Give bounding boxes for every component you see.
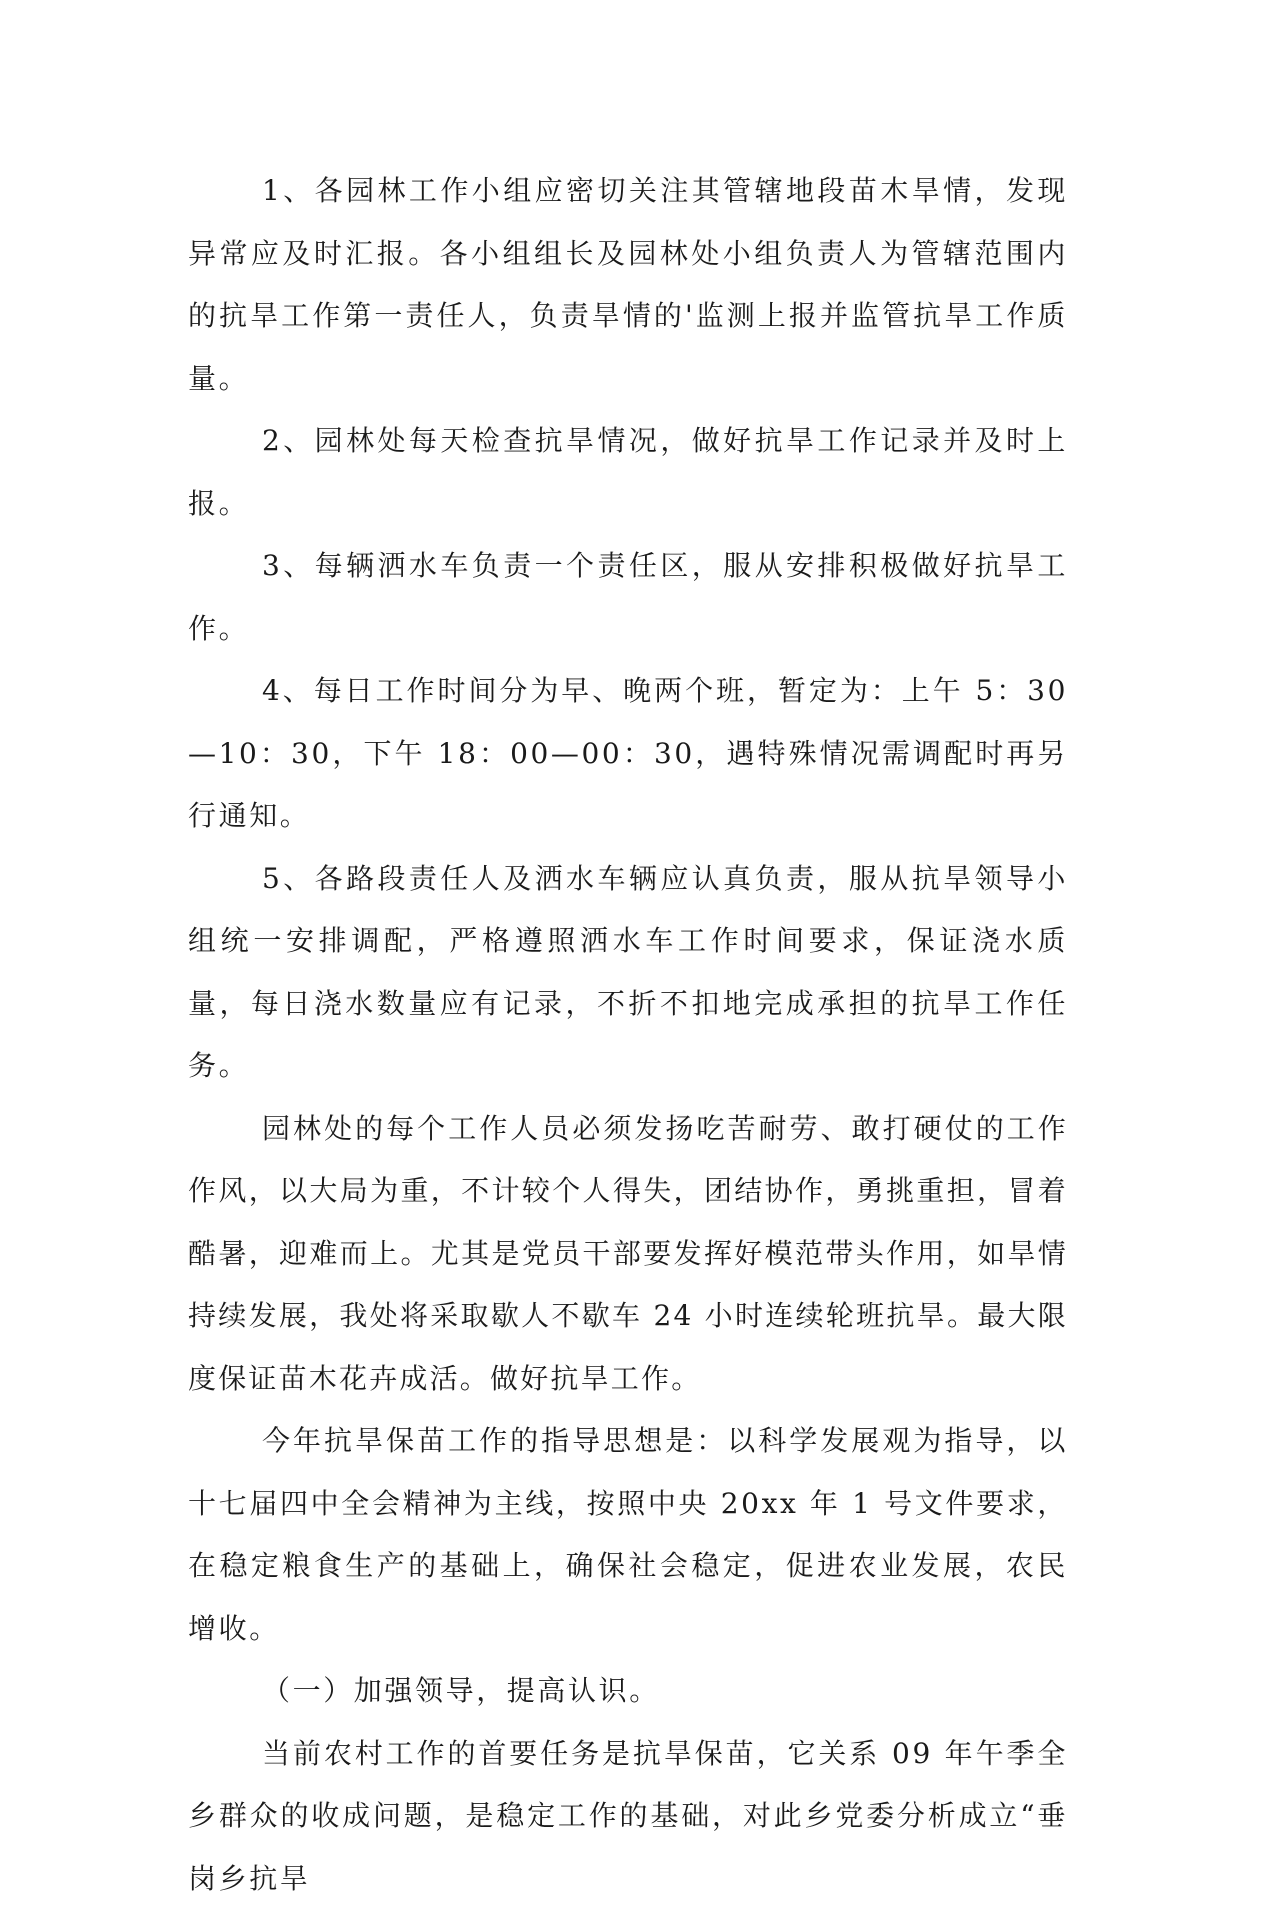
paragraph-item-5: 5、各路段责任人及洒水车辆应认真负责，服从抗旱领导小组统一安排调配，严格遵照洒水车工作时间要求，保证浇水质量，每日浇水数量应有记录，不折不扣地完成承担的抗旱工作任务。 [188,848,1068,1098]
section-heading: （一）加强领导，提高认识。 [188,1660,1068,1723]
paragraph-item-3: 3、每辆洒水车负责一个责任区，服从安排积极做好抗旱工作。 [188,535,1068,660]
paragraph-guiding-thought: 今年抗旱保苗工作的指导思想是：以科学发展观为指导，以十七届四中全会精神为主线，按照中央 20xx 年 1 号文件要求，在稳定粮食生产的基础上，确保社会稳定，促进农业发展，农民增收。 [188,1410,1068,1660]
paragraph-item-4: 4、每日工作时间分为早、晚两个班，暂定为：上午 5：30—10：30，下午 18：00—00：30，遇特殊情况需调配时再另行通知。 [188,660,1068,848]
paragraph-item-1: 1、各园林工作小组应密切关注其管辖地段苗木旱情，发现异常应及时汇报。各小组组长及园林处小组负责人为管辖范围内的抗旱工作第一责任人，负责旱情的'监测上报并监管抗旱工作质量。 [188,160,1068,410]
paragraph-work-style: 园林处的每个工作人员必须发扬吃苦耐劳、敢打硬仗的工作作风，以大局为重，不计较个人得失，团结协作，勇挑重担，冒着酷暑，迎难而上。尤其是党员干部要发挥好模范带头作用，如旱情持续发展，我处将采取歇人不歇车 24 小时连续轮班抗旱。最大限度保证苗木花卉成活。做好抗旱工作。 [188,1098,1068,1411]
paragraph-item-2: 2、园林处每天检查抗旱情况，做好抗旱工作记录并及时上报。 [188,410,1068,535]
document-body [188,160,1068,1910]
paragraph-current-task: 当前农村工作的首要任务是抗旱保苗，它关系 09 年午季全乡群众的收成问题，是稳定工作的基础，对此乡党委分析成立“垂岗乡抗旱 [188,1723,1068,1910]
